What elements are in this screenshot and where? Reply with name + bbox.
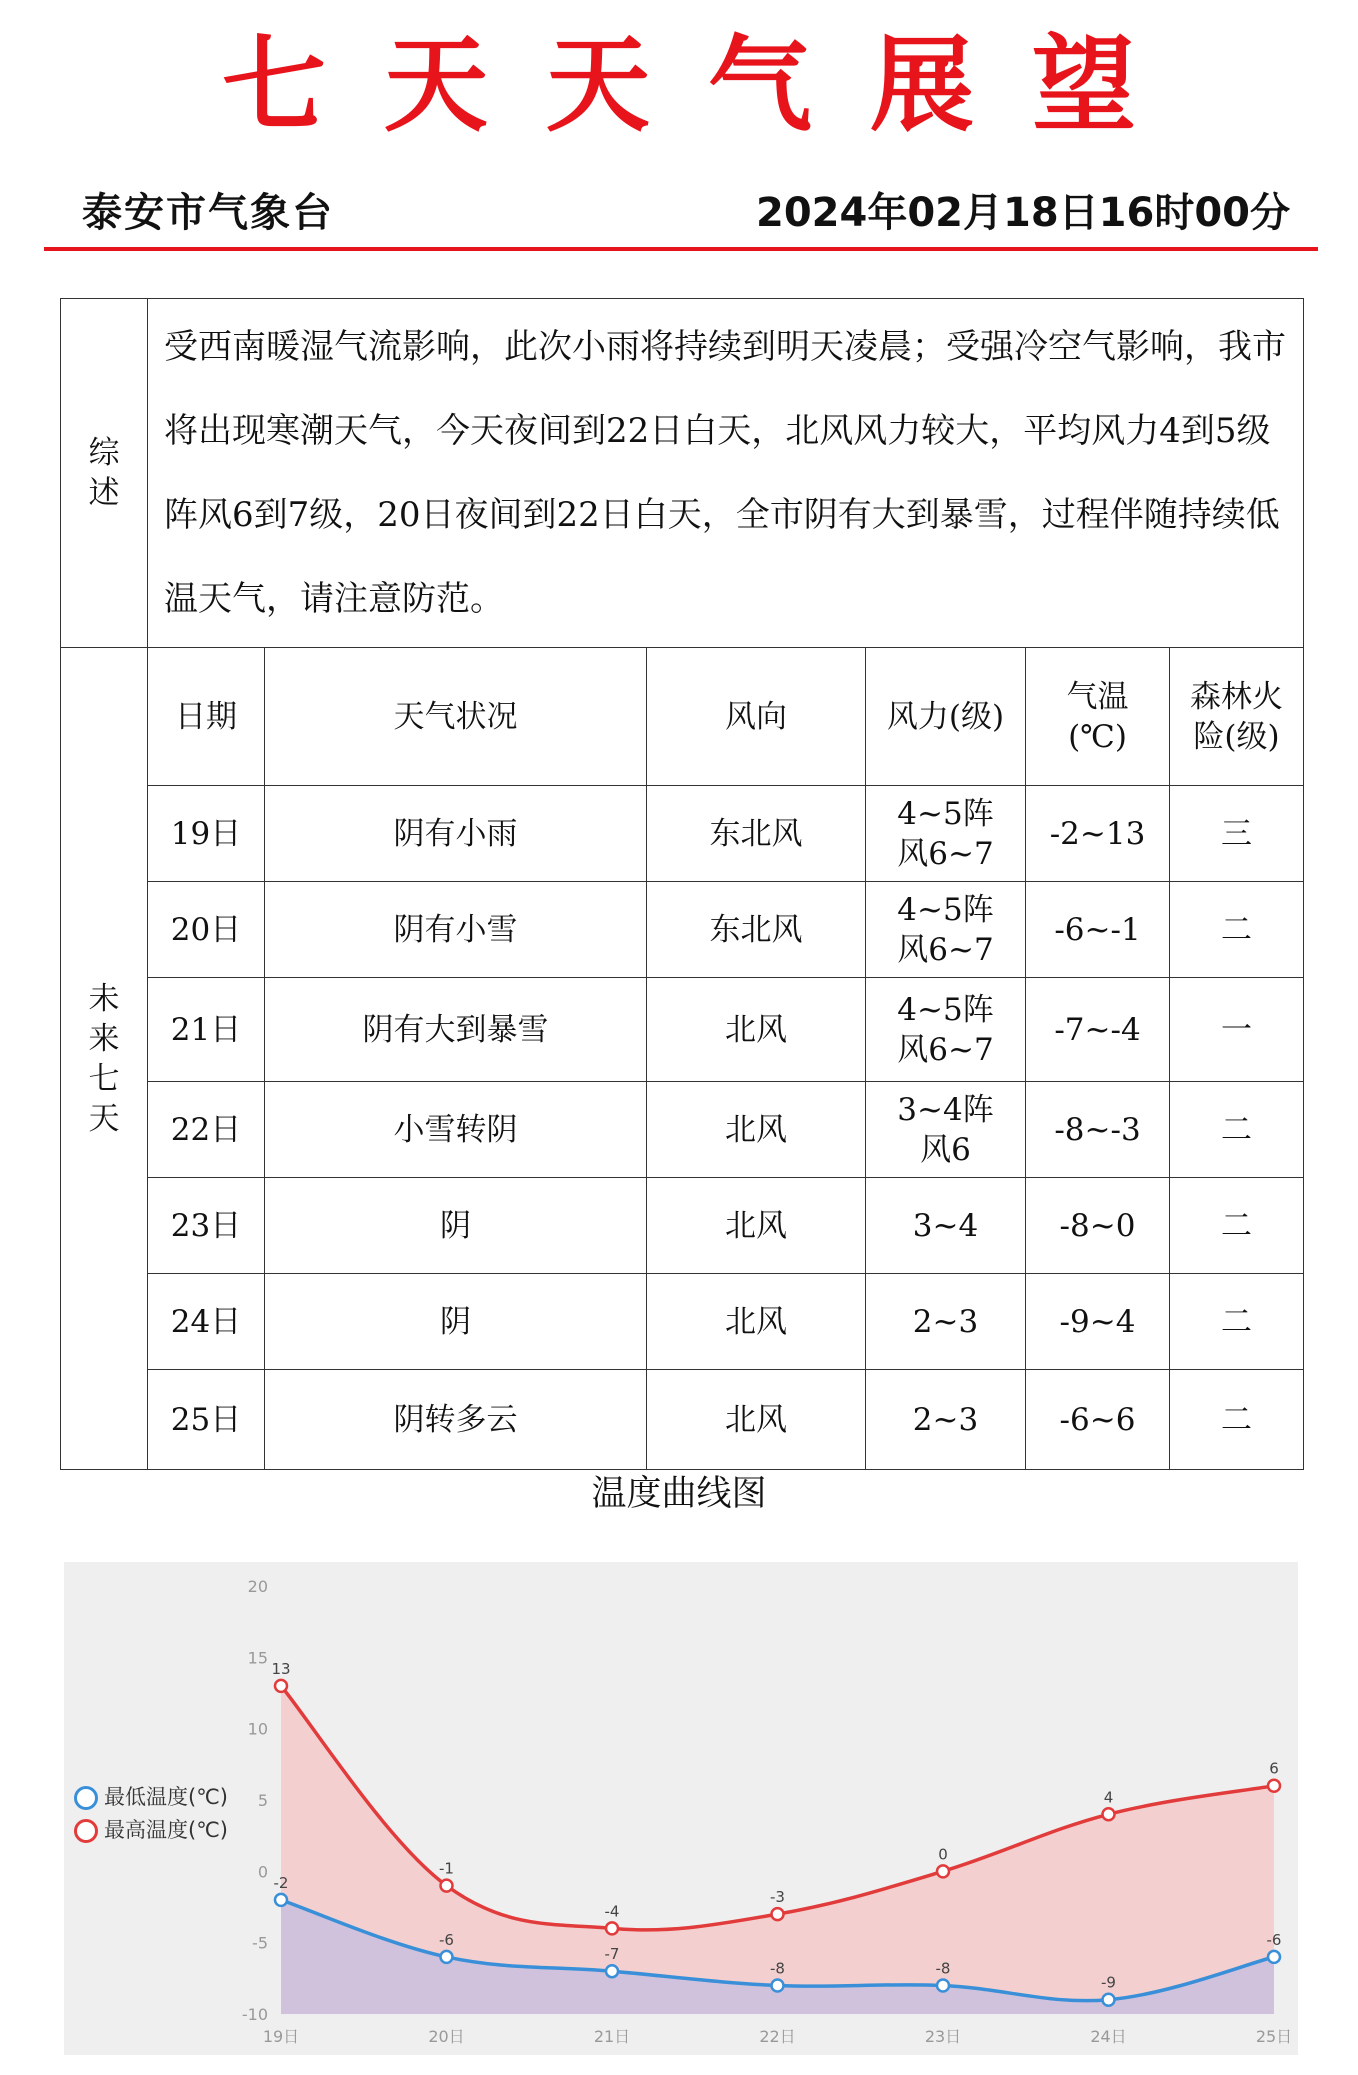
cell-wind-direction: 北风 (647, 978, 866, 1082)
table-header-row (61, 648, 1304, 786)
cell-weather: 小雪转阴 (265, 1082, 647, 1178)
y-tick-label: 10 (247, 1719, 268, 1739)
header-weather: 天气状况 (265, 648, 647, 786)
cell-date: 22日 (148, 1082, 265, 1178)
min-temp-point (441, 1951, 453, 1963)
cell-fire-risk: 一 (1170, 978, 1304, 1082)
cell-date: 25日 (148, 1370, 265, 1470)
table-row (61, 1082, 1304, 1178)
max-temp-data-label: -3 (770, 1888, 785, 1907)
issuer-name: 泰安市气象台 (82, 190, 334, 236)
max-temp-data-label: 0 (938, 1845, 948, 1864)
page-title: 七天天气展望 (221, 23, 1194, 146)
y-tick-label: 15 (247, 1648, 268, 1668)
cell-date: 19日 (148, 786, 265, 882)
cell-wind-force (866, 882, 1026, 978)
table-row (61, 1274, 1304, 1370)
min-temp-data-label: -9 (1101, 1973, 1116, 1992)
min-temp-data-label: -7 (604, 1945, 620, 1964)
cell-wind-force: 2~3 (866, 1370, 1026, 1470)
min-temp-point (1268, 1951, 1280, 1963)
cell-fire-risk: 二 (1170, 1370, 1304, 1470)
cell-temperature: -7~-4 (1026, 978, 1170, 1082)
min-temp-data-label: -6 (1266, 1930, 1282, 1949)
y-tick-label: -10 (241, 2005, 268, 2024)
cell-fire-risk: 二 (1170, 882, 1304, 978)
x-tick-label: 24日 (1090, 2027, 1127, 2046)
temperature-chart (64, 1562, 1298, 2055)
max-temp-point (1103, 1808, 1115, 1820)
table-row (61, 882, 1304, 978)
y-tick-label: 0 (257, 1862, 268, 1882)
header-fire-risk (1170, 648, 1304, 786)
table-row (61, 1178, 1304, 1274)
min-temp-point (937, 1979, 949, 1991)
cell-wind-force-text: 3~4阵风6 (897, 1091, 994, 1168)
forecast-label (61, 648, 148, 1470)
cell-wind-direction: 北风 (647, 1370, 866, 1470)
cell-wind-force-text: 4~5阵风6~7 (897, 991, 994, 1068)
max-temp-point (441, 1880, 453, 1892)
cell-temperature: -2~13 (1026, 786, 1170, 882)
min-temp-data-label: -2 (273, 1873, 289, 1892)
summary-row (61, 299, 1304, 648)
max-temp-data-label: 6 (1269, 1759, 1279, 1778)
header-temperature (1026, 648, 1170, 786)
header-date: 日期 (148, 648, 265, 786)
min-temp-data-label: -8 (770, 1959, 785, 1978)
x-tick-label: 19日 (262, 2027, 300, 2046)
max-temp-data-label: -4 (604, 1902, 620, 1921)
cell-date: 20日 (148, 882, 265, 978)
table-row (61, 1370, 1304, 1470)
cell-weather: 阴 (265, 1178, 647, 1274)
table-row (61, 978, 1304, 1082)
min-temp-point (606, 1965, 618, 1977)
cell-wind-force (866, 978, 1026, 1082)
cell-weather: 阴 (265, 1274, 647, 1370)
cell-wind-force (866, 1082, 1026, 1178)
cell-date: 24日 (148, 1274, 265, 1370)
max-temp-point (606, 1922, 618, 1934)
cell-temperature: -9~4 (1026, 1274, 1170, 1370)
y-tick-label: 20 (247, 1577, 268, 1596)
header-fire-risk-text: 森林火险(级) (1190, 678, 1284, 755)
min-temp-data-label: -6 (439, 1930, 454, 1949)
x-tick-label: 20日 (428, 2027, 465, 2046)
issue-time: 2024年02月18日16时00分 (756, 190, 1290, 236)
cell-wind-force: 2~3 (866, 1274, 1026, 1370)
summary-label-text: 综述 (88, 435, 120, 511)
x-tick-label: 22日 (759, 2027, 796, 2046)
cell-wind-direction: 北风 (647, 1178, 866, 1274)
summary-label (61, 299, 148, 648)
cell-weather: 阴有小雨 (265, 786, 647, 882)
legend-item-max[interactable] (74, 1817, 228, 1843)
cell-temperature: -8~-3 (1026, 1082, 1170, 1178)
max-temp-point (275, 1680, 287, 1692)
max-temp-point (937, 1865, 949, 1877)
header-wind-force: 风力(级) (866, 648, 1026, 786)
y-tick-label: 5 (257, 1791, 268, 1810)
max-temp-data-label: 4 (1103, 1788, 1114, 1807)
cell-fire-risk: 三 (1170, 786, 1304, 882)
cell-wind-force-text: 4~5阵风6~7 (897, 891, 994, 968)
cell-date: 21日 (148, 978, 265, 1082)
legend-min-label: 最低温度(℃) (104, 1785, 228, 1809)
cell-wind-direction: 北风 (647, 1274, 866, 1370)
max-temp-point (1268, 1780, 1280, 1792)
header-divider (44, 247, 1318, 251)
max-temp-point (772, 1908, 784, 1920)
cell-wind-direction: 东北风 (647, 882, 866, 978)
min-temp-data-label: -8 (935, 1959, 951, 1978)
forecast-label-text: 未来七天 (88, 980, 120, 1137)
cell-wind-force: 3~4 (866, 1178, 1026, 1274)
x-tick-label: 23日 (924, 2027, 962, 2046)
cell-date: 23日 (148, 1178, 265, 1274)
cell-wind-force (866, 786, 1026, 882)
cell-temperature: -6~-1 (1026, 882, 1170, 978)
cell-temperature: -8~0 (1026, 1178, 1170, 1274)
cell-fire-risk: 二 (1170, 1082, 1304, 1178)
summary-text: 受西南暖湿气流影响，此次小雨将持续到明天凌晨；受强冷空气影响，我市将出现寒潮天气，今天夜间到22日白天，北风风力较大，平均风力4到5级阵风6到7级，20日夜间到22日白天，全市阴有大到暴雪，过程伴随持续低温天气，请注意防范。 (148, 299, 1304, 648)
cell-weather: 阴转多云 (265, 1370, 647, 1470)
legend-max-label: 最高温度(℃) (104, 1818, 228, 1842)
temperature-chart-svg (64, 1562, 1298, 2055)
cell-temperature: -6~6 (1026, 1370, 1170, 1470)
legend-max-marker (74, 1819, 98, 1843)
min-temp-point (772, 1979, 784, 1991)
max-temp-data-label: -1 (439, 1859, 454, 1878)
cell-wind-direction: 北风 (647, 1082, 866, 1178)
table-row (61, 786, 1304, 882)
header-wind-direction: 风向 (647, 648, 866, 786)
min-temp-point (1103, 1994, 1115, 2006)
legend-item-min[interactable] (74, 1784, 228, 1810)
cell-weather: 阴有大到暴雪 (265, 978, 647, 1082)
cell-wind-direction: 东北风 (647, 786, 866, 882)
max-temp-data-label: 13 (271, 1659, 291, 1678)
cell-wind-force-text: 4~5阵风6~7 (897, 795, 994, 872)
legend-min-marker (74, 1786, 98, 1810)
cell-fire-risk: 二 (1170, 1178, 1304, 1274)
cell-fire-risk: 二 (1170, 1274, 1304, 1370)
forecast-table (60, 298, 1304, 1470)
cell-weather: 阴有小雪 (265, 882, 647, 978)
header-temperature-text: 气温(℃) (1066, 678, 1129, 755)
chart-title: 温度曲线图 (591, 1474, 767, 1514)
y-tick-label: -5 (252, 1933, 268, 1953)
min-temp-point (275, 1894, 287, 1906)
x-tick-label: 25日 (1255, 2027, 1293, 2046)
x-tick-label: 21日 (593, 2027, 631, 2046)
